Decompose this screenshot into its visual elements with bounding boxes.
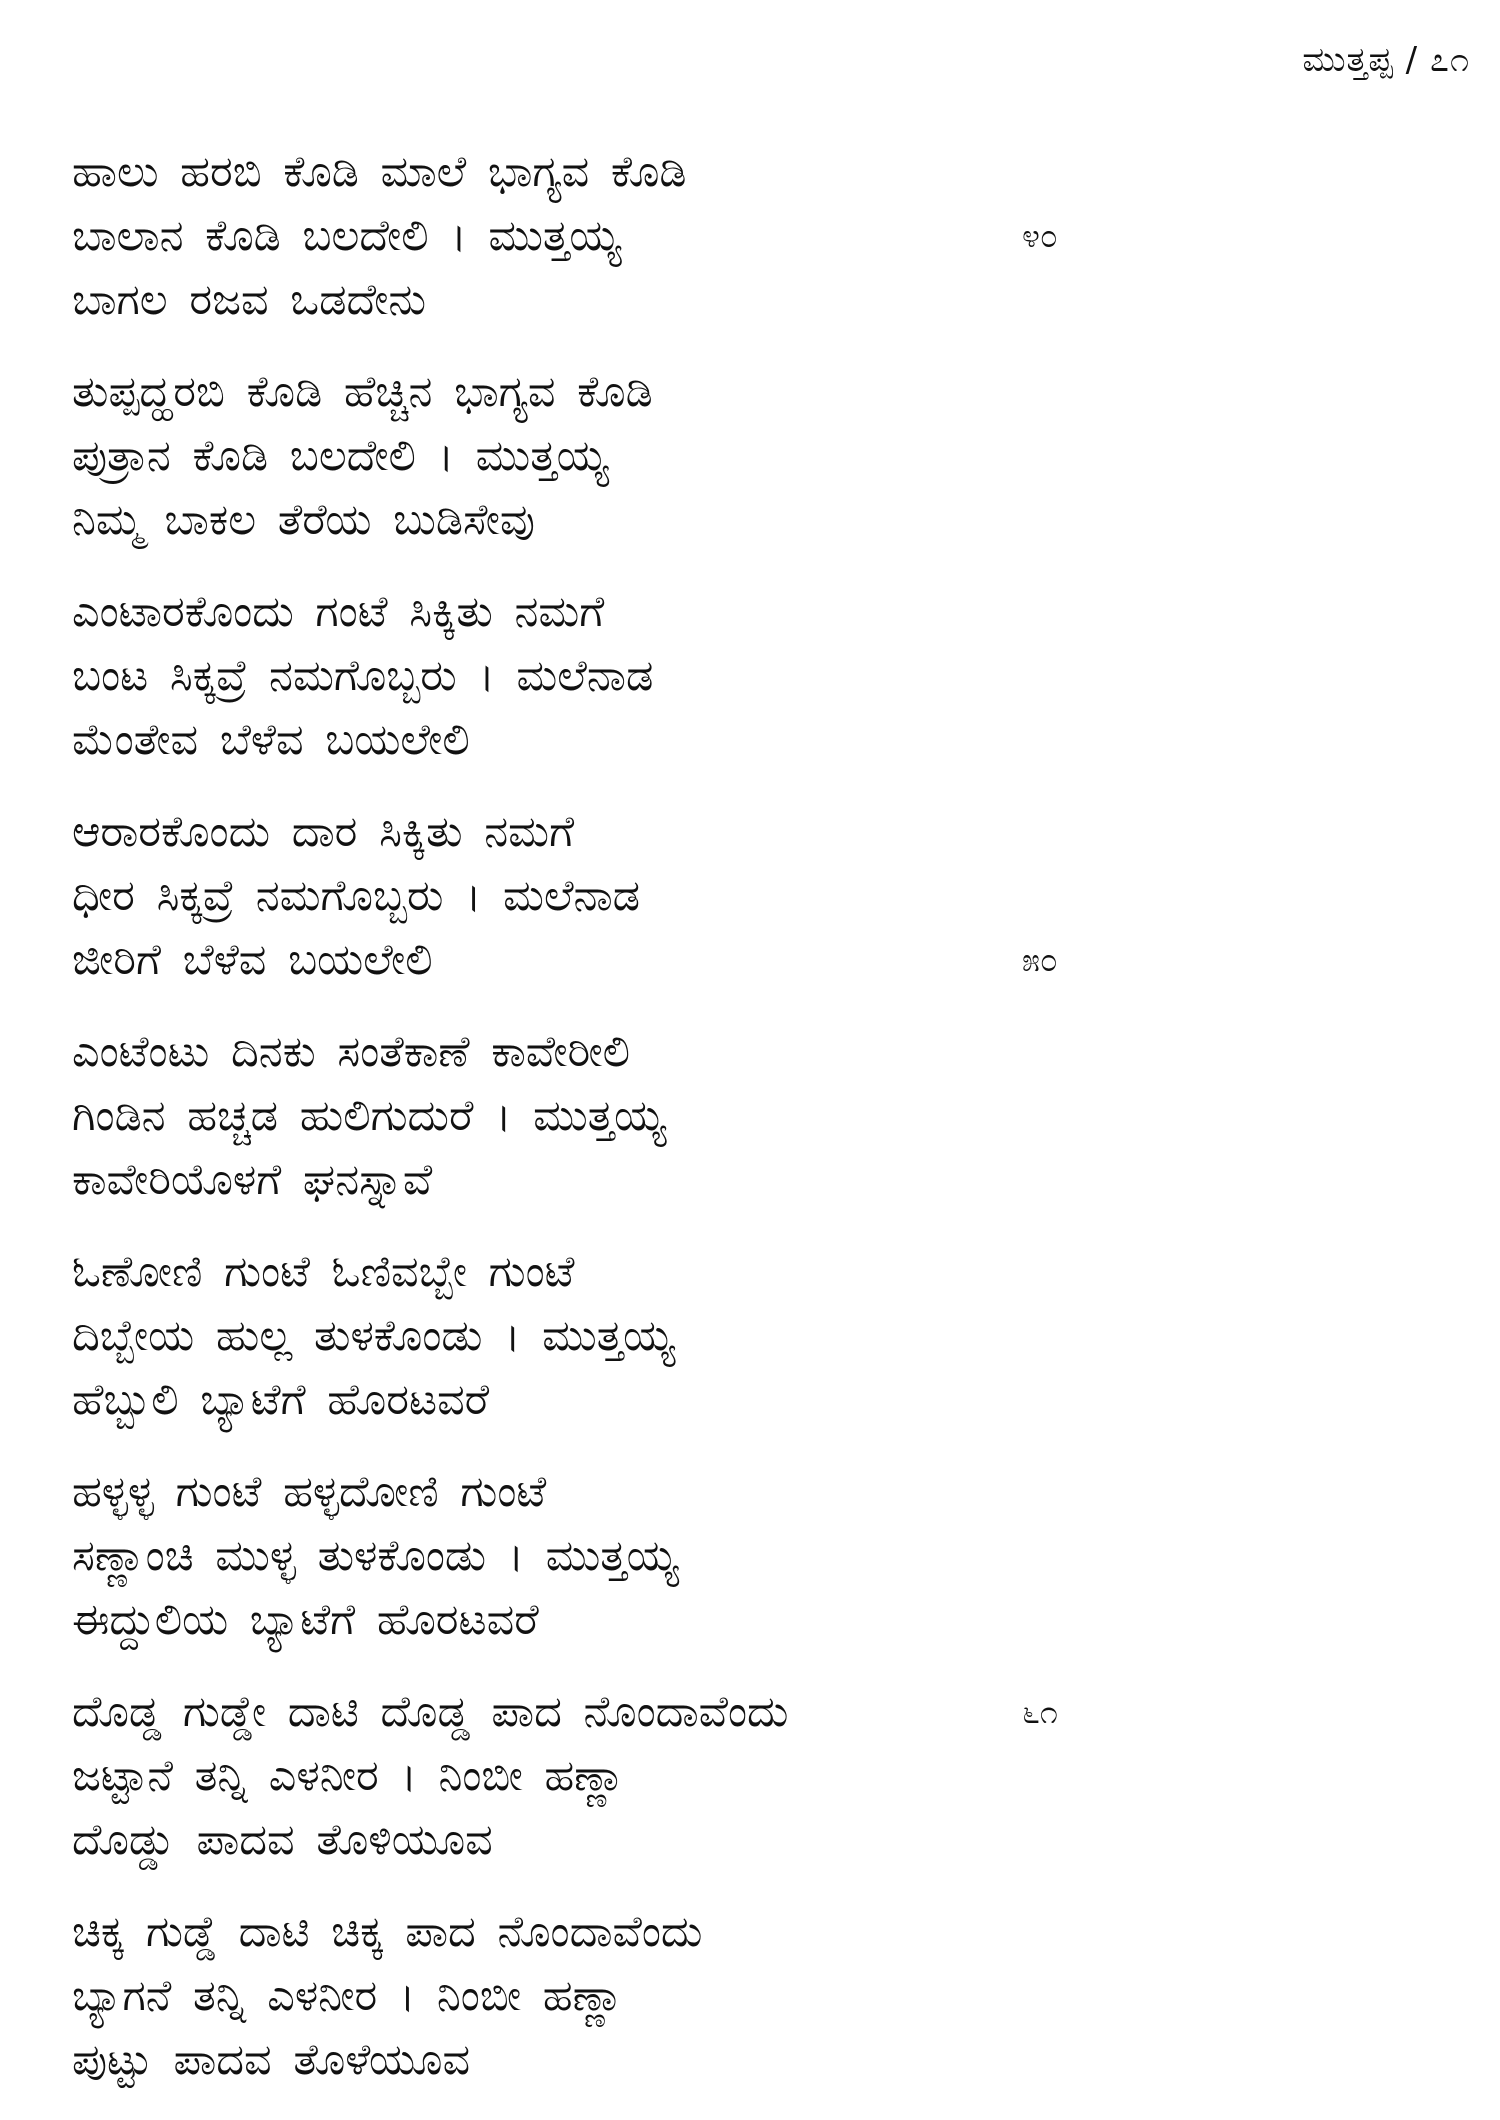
line-number-marker: ೪೦	[1022, 217, 1058, 255]
verse-line: ಜೀರಿಗೆ ಬೆಳೆವ ಬಯಲೇಲಿ	[72, 935, 433, 985]
verse-line: ಬ್ಯಾಗನೆ ತನ್ನಿ ಎಳನೀರ । ನಿಂಬೀ ಹಣ್ಣಾ	[72, 1971, 624, 2021]
stanza	[72, 1900, 1172, 2092]
verse-line: ಬಾಲಾನ ಕೊಡಿ ಬಲದೇಲಿ । ಮುತ್ತಯ್ಯ	[72, 211, 622, 261]
verse-line: ಹಳ್ಳಳ್ಳ ಗುಂಟೆ ಹಳ್ಳದೋಣಿ ಗುಂಟೆ	[72, 1467, 547, 1517]
verse-line: ನಿಮ್ಮ ಬಾಕಲ ತೆರೆಯ ಬುಡಿಸೇವು	[72, 495, 535, 545]
verse-line: ಧೀರ ಸಿಕ್ಕವ್ರೆ ನಮಗೊಬ್ಬರು । ಮಲೆನಾಡ	[72, 871, 641, 921]
verse-line: ದಿಬ್ಬೇಯ ಹುಲ್ಲ ತುಳಕೊಂಡು । ಮುತ್ತಯ್ಯ	[72, 1311, 676, 1361]
verse-line: ದೊಡ್ಡು ಪಾದವ ತೊಳಿಯೂವ	[72, 1815, 493, 1865]
verse-line: ಆರಾರಕೊಂದು ದಾರ ಸಿಕ್ಕಿತು ನಮಗೆ	[72, 807, 575, 857]
verse-line: ಹೆಬ್ಬುಲಿ ಬ್ಯಾಟೆಗೆ ಹೊರಟವರೆ	[72, 1375, 490, 1425]
verse-line: ಸಣ್ಣಾಂಚಿ ಮುಳ್ಳ ತುಳಕೊಂಡು । ಮುತ್ತಯ್ಯ	[72, 1531, 679, 1581]
verse-line: ಬಾಗಲ ರಜವ ಒಡದೇನು	[72, 275, 427, 325]
verse-body	[72, 140, 1172, 2120]
stanza	[72, 140, 1172, 332]
verse-line: ಈದ್ದುಲಿಯ ಬ್ಯಾಟೆಗೆ ಹೊರಟವರೆ	[72, 1595, 539, 1645]
stanza	[72, 800, 1172, 992]
verse-line: ದೊಡ್ಡ ಗುಡ್ಡೇ ದಾಟಿ ದೊಡ್ಡ ಪಾದ ನೊಂದಾವೆಂದು	[72, 1687, 789, 1737]
verse-line: ಜಟ್ಟಾನೆ ತನ್ನಿ ಎಳನೀರ । ನಿಂಬೀ ಹಣ್ಣಾ	[72, 1751, 626, 1801]
stanza	[72, 1680, 1172, 1872]
verse-line: ಓಣೋಣಿ ಗುಂಟೆ ಓಣಿವಬ್ಬೇ ಗುಂಟೆ	[72, 1247, 575, 1297]
verse-line: ಗಿಂಡಿನ ಹಚ್ಚಡ ಹುಲಿಗುದುರೆ । ಮುತ್ತಯ್ಯ	[72, 1091, 667, 1141]
stanza	[72, 1460, 1172, 1652]
stanza	[72, 1020, 1172, 1212]
stanza	[72, 580, 1172, 772]
verse-line: ಪುತ್ರಾನ ಕೊಡಿ ಬಲದೇಲಿ । ಮುತ್ತಯ್ಯ	[72, 431, 609, 481]
verse-line: ತುಪ್ಪದ್ಹರಬಿ ಕೊಡಿ ಹೆಚ್ಚಿನ ಭಾಗ್ಯವ ಕೊಡಿ	[72, 367, 653, 417]
line-number-marker: ೫೦	[1022, 941, 1058, 979]
stanza	[72, 1240, 1172, 1432]
line-number-marker: ೬೧	[1022, 1693, 1058, 1731]
verse-line: ಬಂಟ ಸಿಕ್ಕವ್ರೆ ನಮಗೊಬ್ಬರು । ಮಲೆನಾಡ	[72, 651, 654, 701]
stanza	[72, 360, 1172, 552]
verse-line: ಕಾವೇರಿಯೊಳಗೆ ಘನಸ್ನಾವೆ	[72, 1155, 433, 1205]
verse-line: ಪುಟ್ಟು ಪಾದವ ತೊಳೆಯೂವ	[72, 2035, 471, 2085]
verse-line: ಹಾಲು ಹರಬಿ ಕೊಡಿ ಮಾಲೆ ಭಾಗ್ಯವ ಕೊಡಿ	[72, 147, 687, 197]
verse-line: ಎಂಟಾರಕೊಂದು ಗಂಟೆ ಸಿಕ್ಕಿತು ನಮಗೆ	[72, 587, 605, 637]
page-header: ಮುತ್ತಪ್ಪ / ೭೧	[1302, 40, 1470, 80]
verse-line: ಮೆಂತೇವ ಬೆಳೆವ ಬಯಲೇಲಿ	[72, 715, 470, 765]
verse-line: ಎಂಟೆಂಟು ದಿನಕು ಸಂತೆಕಾಣೆ ಕಾವೇರೀಲಿ	[72, 1027, 631, 1077]
verse-line: ಚಿಕ್ಕ ಗುಡ್ಡೆ ದಾಟಿ ಚಿಕ್ಕ ಪಾದ ನೊಂದಾವೆಂದು	[72, 1907, 703, 1957]
